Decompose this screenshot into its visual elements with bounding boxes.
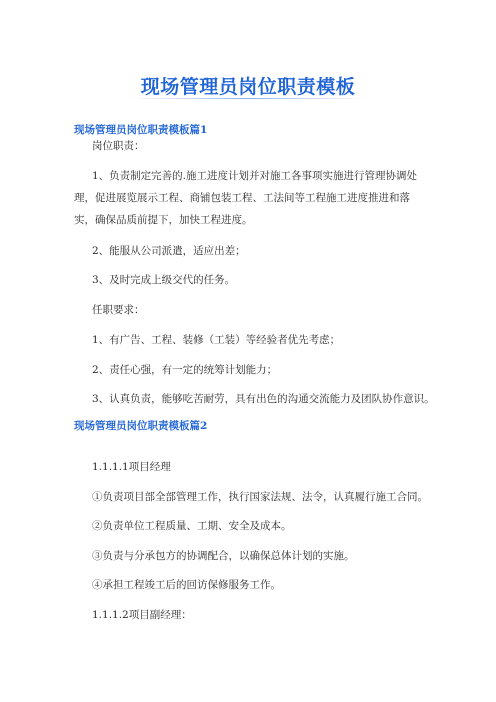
section-heading-2: 现场管理员岗位职责模板篇2 (74, 420, 208, 432)
document-title: 现场管理员岗位职责模板 (140, 76, 356, 98)
requirement-item: 3、认真负责，能够吃苦耐劳，具有出色的沟通交流能力及团队协作意识。 (92, 393, 435, 405)
duty-item: 1、负责制定完善的.施工进度计划并对施工各事项实施进行管理协调处理，促进展览展示工程、商铺包装工程、工法间等工程施工进度推进和落实，确保品质前提下，加快工程进度。 (74, 170, 418, 226)
list-item: ③负责与分承包方的协调配合，以确保总体计划的实施。 (92, 550, 355, 562)
requirement-item: 2、责任心强，有一定的统筹计划能力； (92, 364, 278, 376)
requirement-item: 1、有广告、工程、装修（工装）等经验者优先考虑； (92, 334, 341, 346)
duty-label: 岗位职责： (92, 140, 145, 152)
section-heading-1: 现场管理员岗位职责模板篇1 (74, 124, 208, 136)
subsection-heading: 1.1.1.2项目副经理： (92, 609, 192, 621)
duty-item: 2、能服从公司派遣，适应出差； (92, 245, 246, 257)
requirement-label: 任职要求： (92, 304, 145, 316)
subsection-heading: 1.1.1.1项目经理 (92, 461, 171, 473)
title-underline (128, 98, 368, 99)
list-item: ②负责单位工程质量、工期、安全及成本。 (92, 520, 292, 532)
list-item: ①负责项目部全部管理工作，执行国家法规、法令，认真履行施工合同。 (92, 491, 428, 503)
duty-item: 3、及时完成上级交代的任务。 (92, 274, 236, 286)
list-item: ④承担工程竣工后的回访保修服务工作。 (92, 579, 281, 591)
